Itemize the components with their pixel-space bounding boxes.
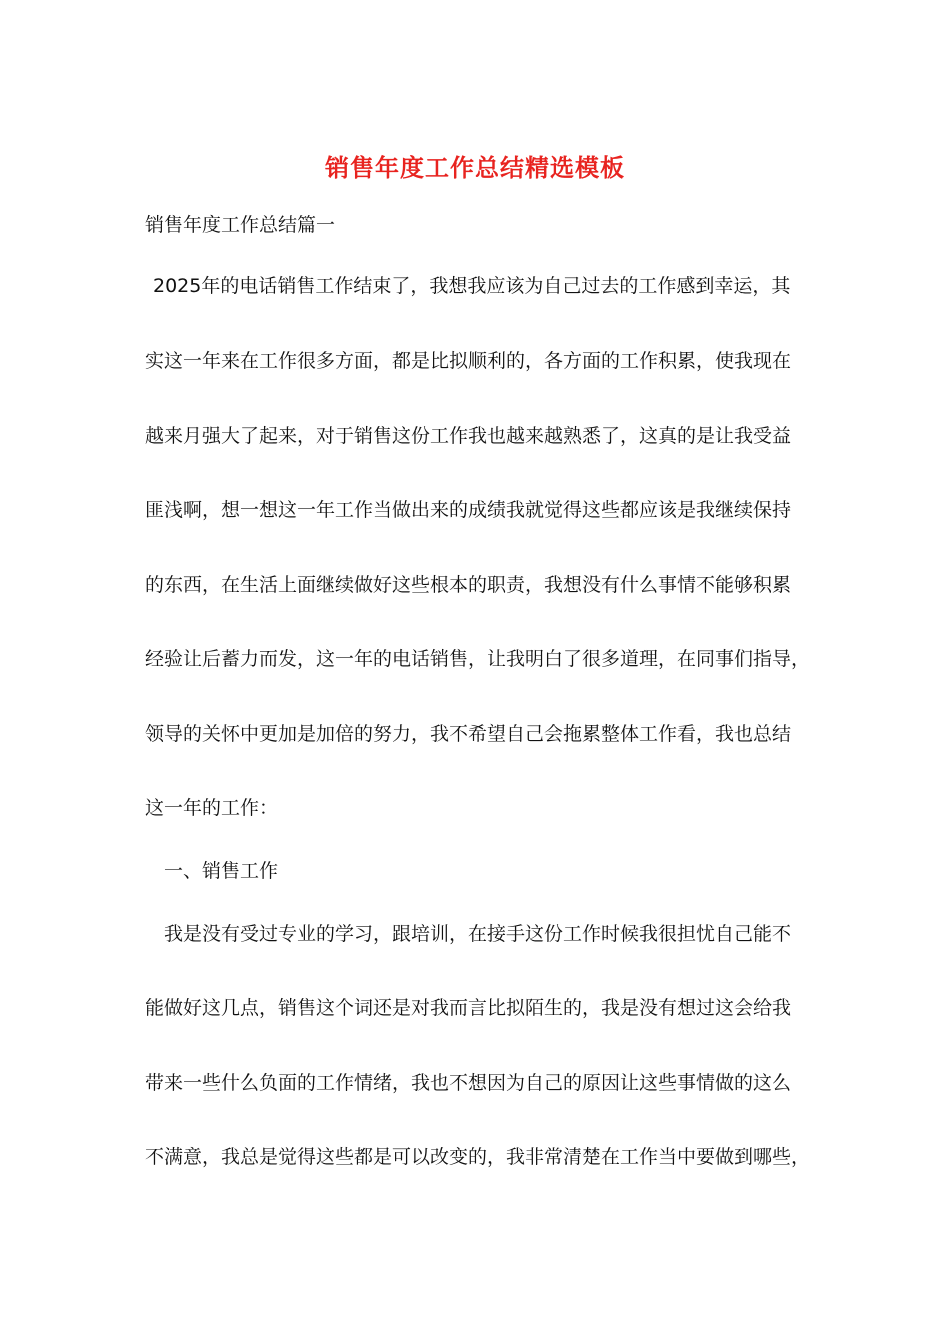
paragraph-line-9: 我是没有受过专业的学习，跟培训，在接手这份工作时候我很担忧自己能不 <box>164 923 792 945</box>
paragraph-line-3: 越来月强大了起来，对于销售这份工作我也越来越熟悉了，这真的是让我受益 <box>145 425 792 447</box>
paragraph-line-8: 这一年的工作： <box>145 797 279 819</box>
section-subheading: 销售年度工作总结篇一 <box>145 214 336 236</box>
paragraph-line-7: 领导的关怀中更加是加倍的努力，我不希望自己会拖累整体工作看，我也总结 <box>145 723 792 745</box>
paragraph-line-5: 的东西，在生活上面继续做好这些根本的职责，我想没有什么事情不能够积累 <box>145 574 792 596</box>
paragraph-line-11: 带来一些什么负面的工作情绪，我也不想因为自己的原因让这些事情做的这么 <box>145 1072 792 1094</box>
paragraph-line-4: 匪浅啊，想一想这一年工作当做出来的成绩我就觉得这些都应该是我继续保持 <box>145 499 792 521</box>
paragraph-line-1 <box>145 271 813 301</box>
document-title: 销售年度工作总结精选模板 <box>325 154 625 182</box>
paragraph-line-2: 实这一年来在工作很多方面，都是比拟顺利的，各方面的工作积累，使我现在 <box>145 350 792 372</box>
paragraph-line-12: 不满意，我总是觉得这些都是可以改变的，我非常清楚在工作当中要做到哪些， <box>145 1146 811 1168</box>
paragraph-line-6: 经验让后蓄力而发，这一年的电话销售，让我明白了很多道理，在同事们指导， <box>145 648 811 670</box>
section-heading-sales: 一、销售工作 <box>164 860 279 882</box>
paragraph-line-10: 能做好这几点，销售这个词还是对我而言比拟陌生的，我是没有想过这会给我 <box>145 997 792 1019</box>
paragraph-line-text: 2025年的电话销售工作结束了，我想我应该为自己过去的工作感到幸运，其 <box>153 275 791 297</box>
